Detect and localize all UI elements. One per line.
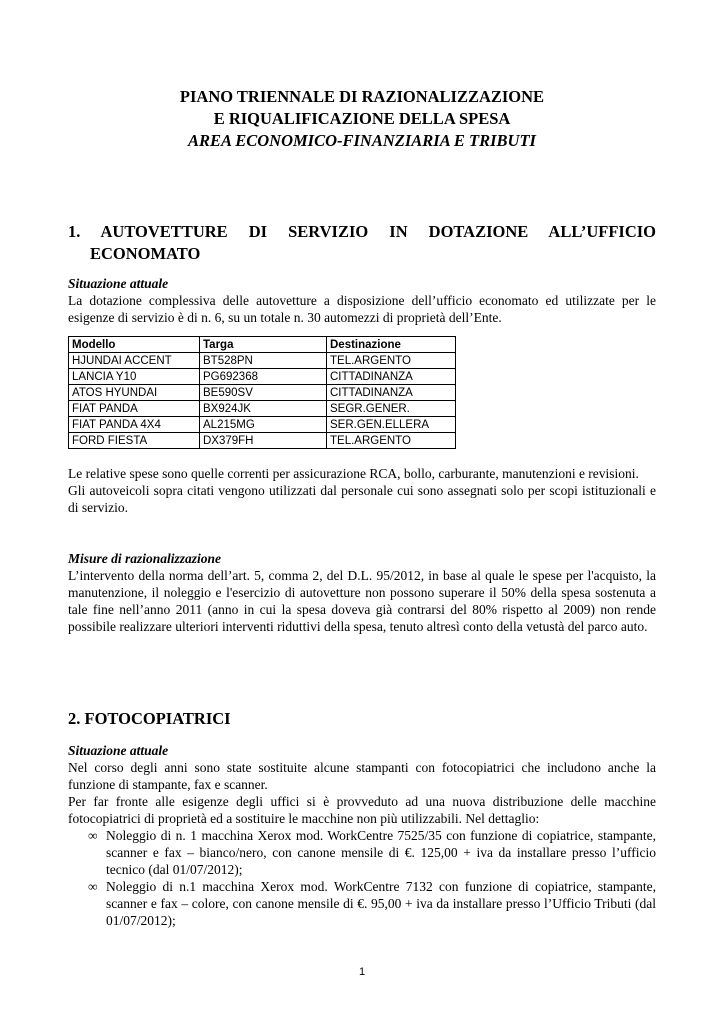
cell-targa: AL215MG bbox=[200, 417, 327, 433]
title-line-1: PIANO TRIENNALE DI RAZIONALIZZAZIONE bbox=[179, 87, 545, 106]
para-autoveicoli: Gli autoveicoli sopra citati vengono utilizzati dal personale cui sono assegnati solo per scopi istituzionali e di servizio. bbox=[68, 483, 656, 515]
misure-label: Misure di razionalizzazione bbox=[68, 551, 222, 566]
table-row bbox=[69, 353, 456, 369]
cell-destinazione: TEL.ARGENTO bbox=[327, 433, 456, 449]
table-row bbox=[69, 369, 456, 385]
page-number: 1 bbox=[358, 966, 366, 978]
cell-targa: DX379FH bbox=[200, 433, 327, 449]
section-1 bbox=[68, 221, 656, 635]
document-title bbox=[0, 86, 724, 152]
section-1-heading-cont: ECONOMATO bbox=[90, 244, 201, 263]
cell-targa: PG692368 bbox=[200, 369, 327, 385]
table-header bbox=[69, 337, 456, 353]
title-line-2: E RIQUALIFICAZIONE DELLA SPESA bbox=[213, 109, 511, 128]
col-targa: Targa bbox=[200, 337, 327, 353]
cell-targa: BT528PN bbox=[200, 353, 327, 369]
situazione-label-2: Situazione attuale bbox=[68, 743, 169, 758]
table-row bbox=[69, 417, 456, 433]
bullet-icon: ∞ bbox=[88, 828, 98, 843]
cell-modello: LANCIA Y10 bbox=[69, 369, 200, 385]
section-1-heading: 1. AUTOVETTURE DI SERVIZIO IN DOTAZIONE ALL’UFFICIO bbox=[68, 222, 656, 241]
title-line-3: AREA ECONOMICO-FINANZIARIA E TRIBUTI bbox=[188, 131, 536, 150]
situazione-label: Situazione attuale bbox=[68, 276, 169, 291]
cell-destinazione: CITTADINANZA bbox=[327, 369, 456, 385]
cell-destinazione: SEGR.GENER. bbox=[327, 401, 456, 417]
misure-text: L’intervento della norma dell’art. 5, comma 2, del D.L. 95/2012, in base al quale le spese per l'acquisto, la manutenzione, il noleggio e l'esercizio di autovetture non possono superare il 50% della spesa sostenuta a tale fine nell’anno 2011 (anno in cui la spesa doveva già contrarsi del 80% rispetto al 2009) non rende possibile realizzare ulteriori interventi riduttivi della spesa, tenuto altresì conto della vetustà del parco auto. bbox=[68, 568, 656, 634]
cell-destinazione: SER.GEN.ELLERA bbox=[327, 417, 456, 433]
col-destinazione: Destinazione bbox=[327, 337, 456, 353]
para-distribuzione: Per far fronte alle esigenze degli uffici si è provveduto ad una nuova distribuzione delle macchine fotocopiatrici di proprietà ed a sostituire le macchine non più utilizzabili. Nel dettaglio: bbox=[68, 794, 656, 826]
cell-destinazione: TEL.ARGENTO bbox=[327, 353, 456, 369]
bullet-icon: ∞ bbox=[88, 879, 98, 894]
cell-modello: HJUNDAI ACCENT bbox=[69, 353, 200, 369]
para-spese: Le relative spese sono quelle correnti per assicurazione RCA, bollo, carburante, manutenzioni e revisioni. bbox=[68, 466, 639, 481]
table-row bbox=[69, 385, 456, 401]
table-row bbox=[69, 433, 456, 449]
list-item: ∞ Noleggio di n. 1 macchina Xerox mod. WorkCentre 7525/35 con funzione di copiatrice, stampante, scanner e fax – bianco/nero, con canone mensile di €. 125,00 + iva da installare presso l’ufficio tecnico (dal 01/07/2012); bbox=[88, 828, 656, 877]
cell-destinazione: CITTADINANZA bbox=[327, 385, 456, 401]
cell-modello: ATOS HYUNDAI bbox=[69, 385, 200, 401]
table-row bbox=[69, 401, 456, 417]
section-2 bbox=[68, 708, 656, 929]
cell-modello: FIAT PANDA 4X4 bbox=[69, 417, 200, 433]
situazione-text: La dotazione complessiva delle autovetture a disposizione dell’ufficio economato ed utilizzate per le esigenze di servizio è di n. 6, su un totale n. 30 automezzi di proprietà dell’Ente. bbox=[68, 293, 656, 325]
list-item: ∞ Noleggio di n.1 macchina Xerox mod. WorkCentre 7132 con funzione di copiatrice, stampante, scanner e fax – colore, con canone mensile di €. 95,00 + iva da installare presso l’Ufficio Tributi (dal 01/07/2012); bbox=[88, 879, 656, 928]
cell-targa: BE590SV bbox=[200, 385, 327, 401]
cell-modello: FIAT PANDA bbox=[69, 401, 200, 417]
col-modello: Modello bbox=[69, 337, 200, 353]
cell-modello: FORD FIESTA bbox=[69, 433, 200, 449]
section-2-heading: 2. FOTOCOPIATRICI bbox=[68, 709, 231, 728]
vehicles-table bbox=[68, 336, 456, 449]
noleggio-list bbox=[68, 827, 656, 929]
cell-targa: BX924JK bbox=[200, 401, 327, 417]
para-fotocopiatrici: Nel corso degli anni sono state sostituite alcune stampanti con fotocopiatrici che includono anche la funzione di stampante, fax e scanner. bbox=[68, 760, 656, 792]
